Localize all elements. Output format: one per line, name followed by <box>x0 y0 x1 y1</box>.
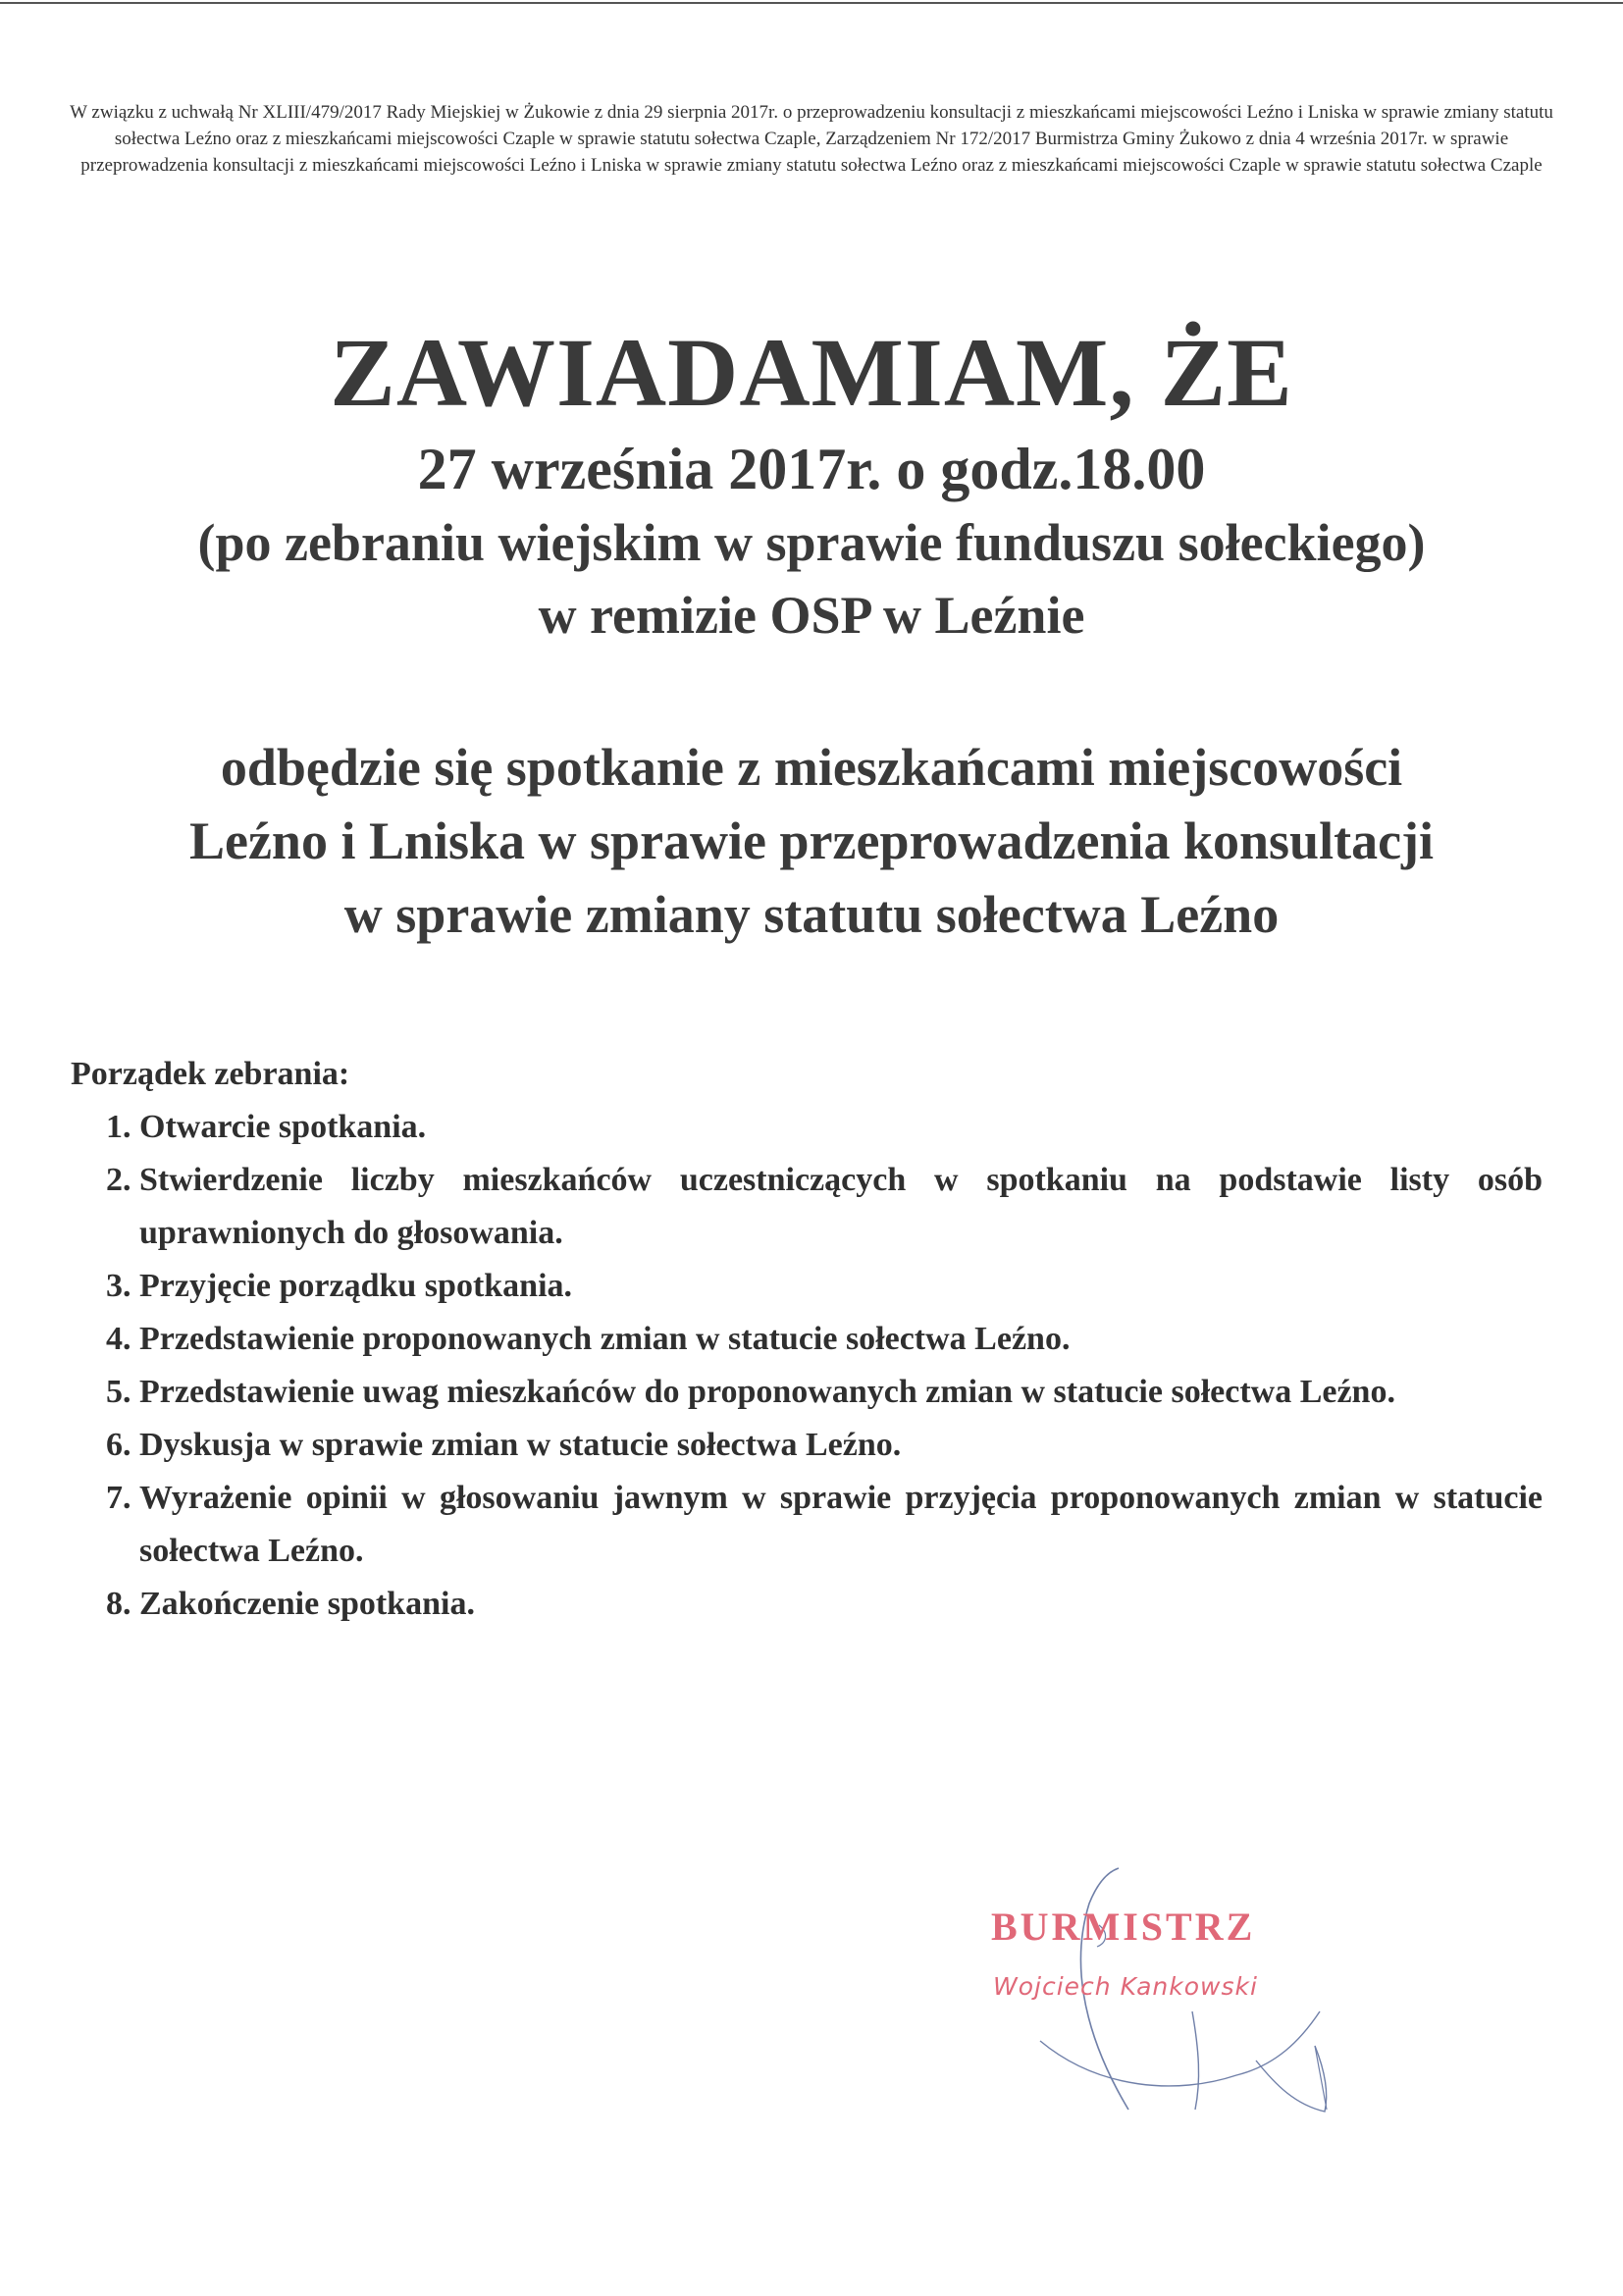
purpose-line: w sprawie zmiany statutu sołectwa Leźno <box>343 885 1280 944</box>
agenda-item <box>71 1419 1543 1472</box>
agenda-item-text: Stwierdzenie liczby mieszkańców uczestniczących w spotkaniu na podstawie listy osób uprawnionych do głosowania. <box>139 1162 1543 1251</box>
agenda-item-number: 4. <box>106 1321 131 1357</box>
agenda-item-text: Przyjęcie porządku spotkania. <box>139 1268 573 1304</box>
agenda-item <box>71 1260 1543 1313</box>
agenda-item-number: 8. <box>106 1586 131 1622</box>
meeting-date-time: 27 września 2017r. o godz.18.00 <box>417 437 1206 501</box>
agenda-item-text: Dyskusja w sprawie zmian w statucie sołectwa Leźno. <box>139 1427 902 1463</box>
top-border-line <box>0 2 1623 4</box>
meeting-context: (po zebraniu wiejskim w sprawie funduszu sołeckiego) <box>197 513 1426 572</box>
agenda-item-number: 2. <box>106 1162 131 1198</box>
stamp-title: BURMISTRZ <box>991 1905 1256 1949</box>
agenda-item-text: Otwarcie spotkania. <box>139 1109 427 1145</box>
announcement-headline: ZAWIADAMIAM, ŻE <box>330 318 1293 427</box>
agenda-item-text: Przedstawienie uwag mieszkańców do proponowanych zmian w statucie sołectwa Leźno. <box>139 1374 1395 1410</box>
agenda-list <box>71 1101 1543 1631</box>
agenda-item <box>71 1366 1543 1419</box>
mayor-stamp <box>981 1864 1393 2119</box>
legal-basis-note: W związku z uchwałą Nr XLIII/479/2017 Rady Miejskiej w Żukowie z dnia 29 sierpnia 2017r. o przeprowadzeniu konsultacji z mieszkańcami miejscowości Leźno i Lniska w sprawie zmiany statutu sołectwa Leźno oraz z mieszkańcami miejscowości Czaple w sprawie statutu sołectwa Czaple, Zarządzeniem Nr 172/2017 Burmistrza Gminy Żukowo z dnia 4 września 2017r. w sprawie przeprowadzenia konsultacji z mieszkańcami miejscowości Leźno i Lniska w sprawie zmiany statutu sołectwa Leźno oraz z mieszkańcami miejscowości Czaple w sprawie statutu sołectwa Czaple <box>70 102 1553 176</box>
agenda-item <box>71 1313 1543 1366</box>
stamp-name: Wojciech Kankowski <box>993 1972 1258 2001</box>
meeting-venue: w remizie OSP w Leźnie <box>538 586 1085 645</box>
agenda-item <box>71 1154 1543 1260</box>
agenda-item-text: Zakończenie spotkania. <box>139 1586 475 1622</box>
announcement-block <box>0 314 1623 652</box>
purpose-line: odbędzie się spotkanie z mieszkańcami miejscowości <box>220 738 1403 797</box>
meeting-purpose <box>0 731 1623 952</box>
agenda-item-number: 6. <box>106 1427 131 1463</box>
agenda-item-number: 7. <box>106 1480 131 1516</box>
agenda-title: Porządek zebrania: <box>71 1056 350 1092</box>
agenda-section <box>71 1048 1543 1631</box>
purpose-line: Leźno i Lniska w sprawie przeprowadzenia konsultacji <box>188 811 1435 870</box>
agenda-item <box>71 1472 1543 1578</box>
agenda-item-text: Przedstawienie proponowanych zmian w statucie sołectwa Leźno. <box>139 1321 1071 1357</box>
agenda-item-number: 1. <box>106 1109 131 1145</box>
agenda-item <box>71 1101 1543 1154</box>
agenda-item-text: Wyrażenie opinii w głosowaniu jawnym w sprawie przyjęcia proponowanych zmian w statucie sołectwa Leźno. <box>139 1480 1543 1569</box>
agenda-item-number: 3. <box>106 1268 131 1304</box>
agenda-item-number: 5. <box>106 1374 131 1410</box>
agenda-item <box>71 1578 1543 1631</box>
